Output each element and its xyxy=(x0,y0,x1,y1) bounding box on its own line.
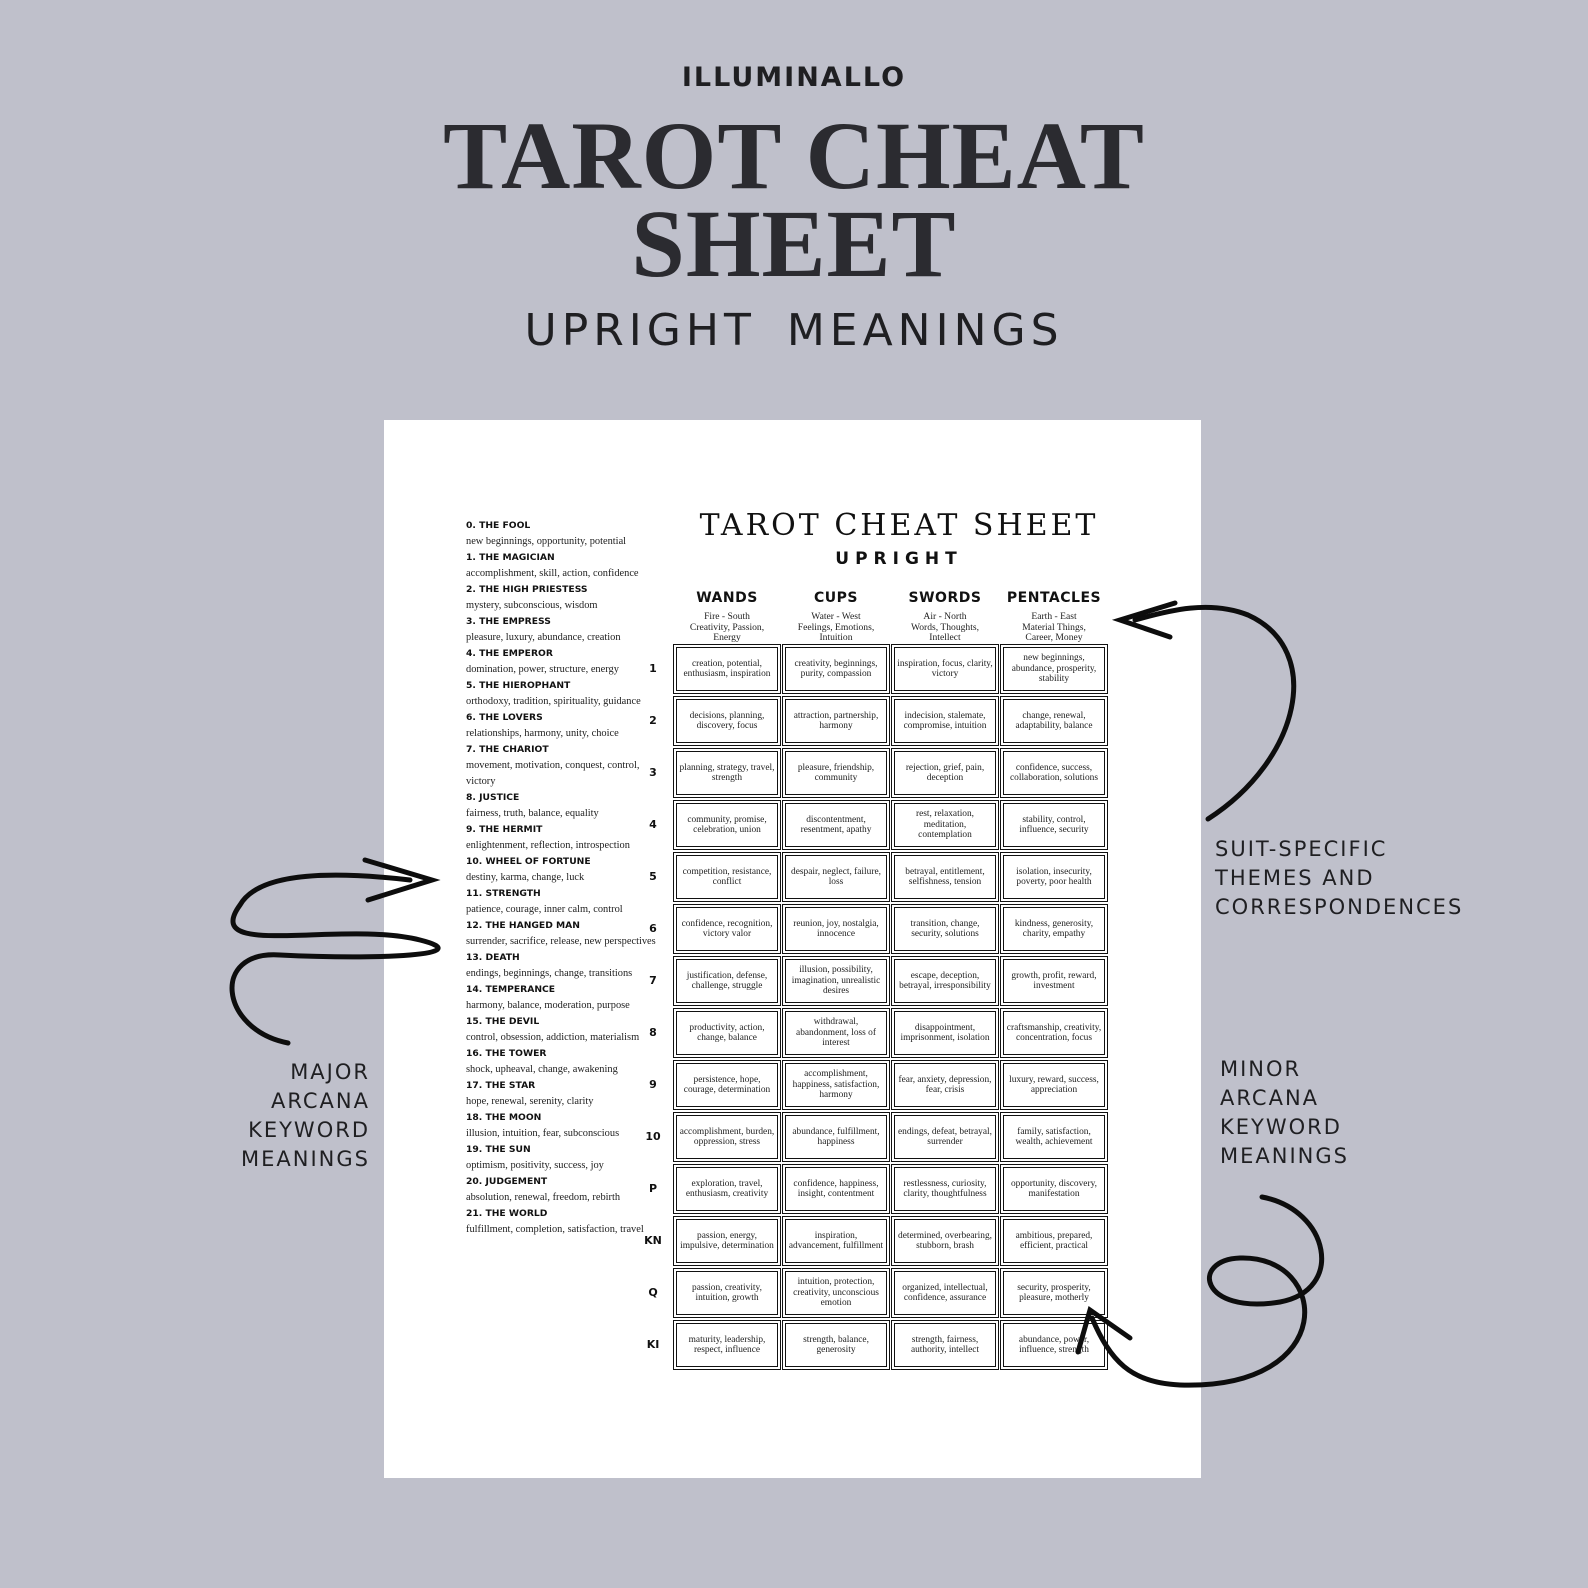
major-arcana-name: 8. JUSTICE xyxy=(466,792,520,803)
major-arcana-keywords: domination, power, structure, energy xyxy=(466,664,619,675)
major-arcana-keywords: surrender, sacrifice, release, new perspectives xyxy=(466,936,656,947)
suit-theme-line: Energy xyxy=(713,632,741,643)
grid-cell-text: accomplishment, happiness, satisfaction, harmony xyxy=(792,1069,880,1101)
grid-cell-text: rejection, grief, pain, deception xyxy=(905,762,985,783)
major-arcana-name: 19. THE SUN xyxy=(466,1144,531,1155)
grid-cell-text: despair, neglect, failure, loss xyxy=(791,866,881,887)
major-arcana-keywords: endings, beginnings, change, transitions xyxy=(466,968,633,979)
major-arcana-keywords: pleasure, luxury, abundance, creation xyxy=(466,632,621,643)
grid-cell-text: confidence, happiness, insight, contentment xyxy=(793,1178,879,1199)
grid-cell-text: community, promise, celebration, union xyxy=(687,814,767,835)
major-arcana-name: 3. THE EMPRESS xyxy=(466,616,551,627)
grid-cell-text: withdrawal, abandonment, loss of interest xyxy=(796,1017,876,1049)
grid-cell-text: inspiration, advancement, fulfillment xyxy=(788,1230,884,1251)
major-arcana-keywords: accomplishment, skill, action, confidence xyxy=(466,568,639,579)
suit-name: SWORDS xyxy=(908,590,982,606)
major-arcana-keywords: relationships, harmony, unity, choice xyxy=(466,728,619,739)
grid-cell-text: abundance, power, influence, strength xyxy=(1018,1334,1090,1355)
major-arcana-name: 15. THE DEVIL xyxy=(466,1016,540,1027)
suit-theme-line: Words, Thoughts, xyxy=(910,621,980,633)
row-label: 6 xyxy=(649,922,657,935)
major-arcana-name: 4. THE EMPEROR xyxy=(466,648,553,659)
grid-cell-text: discontentment, resentment, apathy xyxy=(800,814,872,835)
arrow-minor xyxy=(1092,1197,1322,1385)
suit-name: CUPS xyxy=(814,590,858,606)
grid-cell-text: growth, profit, reward, investment xyxy=(1011,970,1097,991)
major-arcana-keywords: new beginnings, opportunity, potential xyxy=(466,536,627,547)
major-arcana-name: 6. THE LOVERS xyxy=(466,712,543,723)
grid-cell-text: persistence, hope, courage, determination xyxy=(683,1074,771,1095)
grid-cell-text: indecision, stalemate, compromise, intuition xyxy=(903,710,987,731)
grid-cell-text: escape, deception, betrayal, irresponsibility xyxy=(899,970,991,991)
major-arcana-name: 14. TEMPERANCE xyxy=(466,984,556,995)
arrow-suit-themes-head xyxy=(1120,603,1175,637)
grid-cell-text: ambitious, prepared, efficient, practical xyxy=(1015,1230,1093,1251)
note-line: MINOR xyxy=(1220,1057,1302,1081)
note-line: ARCANA xyxy=(1220,1086,1320,1110)
grid-cell-text: creativity, beginnings, purity, compassion xyxy=(794,658,878,679)
grid-cell-text: change, renewal, adaptability, balance xyxy=(1015,710,1093,731)
grid-cell-text: family, satisfaction, wealth, achievement xyxy=(1015,1126,1093,1147)
major-arcana-name: 13. DEATH xyxy=(466,952,520,963)
grid-cell-text: attraction, partnership, harmony xyxy=(793,710,879,731)
row-label: KN xyxy=(644,1234,662,1247)
row-label: 8 xyxy=(649,1026,657,1039)
suit-theme-line: Earth - East xyxy=(1031,611,1077,622)
grid-cell-text: decisions, planning, discovery, focus xyxy=(689,710,765,731)
major-arcana-keywords: control, obsession, addiction, materialism xyxy=(466,1032,640,1043)
sheet-title: TAROT CHEAT SHEET xyxy=(699,508,1099,543)
row-label: Q xyxy=(648,1286,658,1299)
grid-cell-text: inspiration, focus, clarity, victory xyxy=(897,658,993,679)
grid-cell-text: organized, intellectual, confidence, assurance xyxy=(902,1282,988,1303)
major-arcana-name: 1. THE MAGICIAN xyxy=(466,552,555,563)
suit-theme-line: Intuition xyxy=(819,632,853,643)
hero-title-line-1: TAROT CHEAT xyxy=(443,102,1145,209)
note-line: THEMES AND xyxy=(1215,866,1375,890)
major-arcana-name: 11. STRENGTH xyxy=(466,888,541,899)
row-label: KI xyxy=(646,1338,660,1351)
note-line: MEANINGS xyxy=(241,1147,370,1171)
major-arcana-name: 7. THE CHARIOT xyxy=(466,744,549,755)
major-arcana-name: 9. THE HERMIT xyxy=(466,824,543,835)
grid-cell-text: confidence, recognition, victory valor xyxy=(681,918,773,939)
grid-cell-text: restlessness, curiosity, clarity, thoughtfulness xyxy=(903,1178,987,1199)
major-arcana-name: 2. THE HIGH PRIESTESS xyxy=(466,584,588,595)
major-arcana-keywords: mystery, subconscious, wisdom xyxy=(466,600,598,611)
grid-cell-text: fear, anxiety, depression, fear, crisis xyxy=(898,1074,992,1095)
major-arcana-name: 10. WHEEL OF FORTUNE xyxy=(466,856,591,867)
grid-cell-text: determined, overbearing, stubborn, brash xyxy=(898,1230,992,1251)
major-arcana-name: 12. THE HANGED MAN xyxy=(466,920,580,931)
note-minor-arcana xyxy=(1220,1055,1349,1171)
note-line: KEYWORD xyxy=(1220,1115,1342,1139)
suit-name: WANDS xyxy=(696,590,758,606)
grid-cell-text: competition, resistance, conflict xyxy=(682,866,772,887)
note-line: ARCANA xyxy=(270,1089,370,1113)
grid-cell-text: betrayal, entitlement, selfishness, tension xyxy=(905,866,985,887)
grid-cell-text: maturity, leadership, respect, influence xyxy=(688,1334,766,1355)
major-arcana-keywords: harmony, balance, moderation, purpose xyxy=(466,1000,630,1011)
major-arcana-keywords: orthodoxy, tradition, spirituality, guidance xyxy=(466,696,641,707)
grid-cell-text: pleasure, friendship, community xyxy=(797,762,875,783)
major-arcana-name: 21. THE WORLD xyxy=(466,1208,548,1219)
grid-cell-text: isolation, insecurity, poverty, poor health xyxy=(1016,866,1092,887)
note-line: SUIT-SPECIFIC xyxy=(1215,837,1388,861)
major-arcana-name: 17. THE STAR xyxy=(466,1080,536,1091)
suit-theme-line: Air - North xyxy=(923,611,967,622)
major-arcana-keywords: hope, renewal, serenity, clarity xyxy=(466,1096,594,1107)
major-arcana-keywords: patience, courage, inner calm, control xyxy=(466,904,623,915)
major-arcana-keywords: optimism, positivity, success, joy xyxy=(466,1160,604,1171)
suit-name: PENTACLES xyxy=(1006,590,1102,606)
major-arcana-keywords: fulfillment, completion, satisfaction, travel xyxy=(466,1224,644,1235)
grid-cell-text: new beginnings, abundance, prosperity, stability xyxy=(1011,653,1097,685)
hero-subtitle: UPRIGHT MEANINGS xyxy=(524,305,1064,356)
grid-cell-text: strength, fairness, authority, intellect xyxy=(910,1334,980,1355)
grid-cell-text: planning, strategy, travel, strength xyxy=(679,762,775,783)
row-label: 5 xyxy=(649,870,657,883)
major-arcana-name: 0. THE FOOL xyxy=(466,520,531,531)
grid-cell-text: security, prosperity, pleasure, motherly xyxy=(1017,1282,1091,1303)
row-label: 3 xyxy=(649,766,657,779)
grid-cell-text: confidence, success, collaboration, solutions xyxy=(1009,762,1098,783)
major-arcana-keywords: destiny, karma, change, luck xyxy=(466,872,585,883)
major-arcana-keywords: movement, motivation, conquest, control, victory xyxy=(466,760,640,787)
grid-cell-text: intuition, protection, creativity, unconscious emotion xyxy=(793,1277,879,1309)
grid-cell-text: abundance, fulfillment, happiness xyxy=(792,1126,880,1147)
row-label: P xyxy=(648,1182,658,1195)
row-label: 7 xyxy=(649,974,657,987)
suit-theme-line: Intellect xyxy=(929,632,961,643)
brand-name: ILLUMINALLO xyxy=(681,62,907,93)
row-label: 1 xyxy=(649,662,657,675)
note-major-arcana xyxy=(230,1058,370,1174)
row-label: 9 xyxy=(649,1078,657,1091)
note-line: CORRESPONDENCES xyxy=(1215,895,1464,919)
row-label: 4 xyxy=(649,818,657,831)
arrow-major xyxy=(232,875,438,1043)
row-label: 10 xyxy=(645,1130,661,1143)
note-suit-specific xyxy=(1215,835,1463,922)
grid-cell-text: disappointment, imprisonment, isolation xyxy=(900,1022,990,1043)
grid-cell-text: stability, control, influence, security xyxy=(1019,814,1089,835)
grid-cell-text: strength, balance, generosity xyxy=(803,1334,869,1355)
arrow-suit-themes xyxy=(1135,607,1294,819)
grid-cell-text: transition, change, security, solutions xyxy=(910,918,980,939)
grid-cell-text: reunion, joy, nostalgia, innocence xyxy=(793,918,879,939)
grid-cell-text: creation, potential, enthusiasm, inspiration xyxy=(683,658,771,679)
suit-theme-line: Material Things, xyxy=(1022,621,1086,633)
note-line: MEANINGS xyxy=(1220,1144,1349,1168)
suit-theme-line: Feelings, Emotions, xyxy=(797,621,875,633)
hero-title-line-2: SHEET xyxy=(631,190,957,297)
grid-cell-text: accomplishment, burden, oppression, stress xyxy=(679,1126,775,1147)
row-label: 2 xyxy=(649,714,657,727)
major-arcana-name: 18. THE MOON xyxy=(466,1112,542,1123)
major-arcana-name: 5. THE HIEROPHANT xyxy=(466,680,571,691)
grid-cell-text: justification, defense, challenge, struggle xyxy=(686,970,768,991)
grid-cell-text: rest, relaxation, meditation, contemplation xyxy=(915,809,975,841)
grid-cell-text: craftsmanship, creativity, concentration, focus xyxy=(1006,1022,1102,1043)
grid-cell-text: passion, energy, impulsive, determination xyxy=(680,1230,774,1251)
note-line: KEYWORD xyxy=(248,1118,370,1142)
grid-cell-text: illusion, possibility, imagination, unrealistic desires xyxy=(791,965,881,997)
grid-cell-text: opportunity, discovery, manifestation xyxy=(1010,1178,1097,1199)
suit-theme-line: Career, Money xyxy=(1025,632,1083,643)
grid-cell-text: exploration, travel, enthusiasm, creativity xyxy=(685,1178,769,1199)
major-arcana-keywords: enlightenment, reflection, introspection xyxy=(466,840,630,851)
major-arcana-name: 20. JUDGEMENT xyxy=(466,1176,548,1187)
grid-cell-text: luxury, reward, success, appreciation xyxy=(1009,1074,1099,1095)
grid-cell-text: productivity, action, change, balance xyxy=(689,1022,765,1043)
sheet-subtitle: UPRIGHT xyxy=(835,549,963,569)
grid-cell-text: endings, defeat, betrayal, surrender xyxy=(898,1126,992,1147)
suit-theme-line: Water - West xyxy=(811,611,861,622)
suit-theme-line: Fire - South xyxy=(704,611,750,622)
major-arcana-keywords: illusion, intuition, fear, subconscious xyxy=(466,1128,620,1139)
major-arcana-keywords: fairness, truth, balance, equality xyxy=(466,808,599,819)
suit-theme-line: Creativity, Passion, xyxy=(689,621,765,633)
note-line: MAJOR xyxy=(290,1060,370,1084)
grid-cell-text: kindness, generosity, charity, empathy xyxy=(1014,918,1094,939)
major-arcana-name: 16. THE TOWER xyxy=(466,1048,547,1059)
major-arcana-keywords: absolution, renewal, freedom, rebirth xyxy=(466,1192,621,1203)
grid-cell-text: passion, creativity, intuition, growth xyxy=(692,1282,762,1303)
major-arcana-keywords: shock, upheaval, change, awakening xyxy=(466,1064,618,1075)
